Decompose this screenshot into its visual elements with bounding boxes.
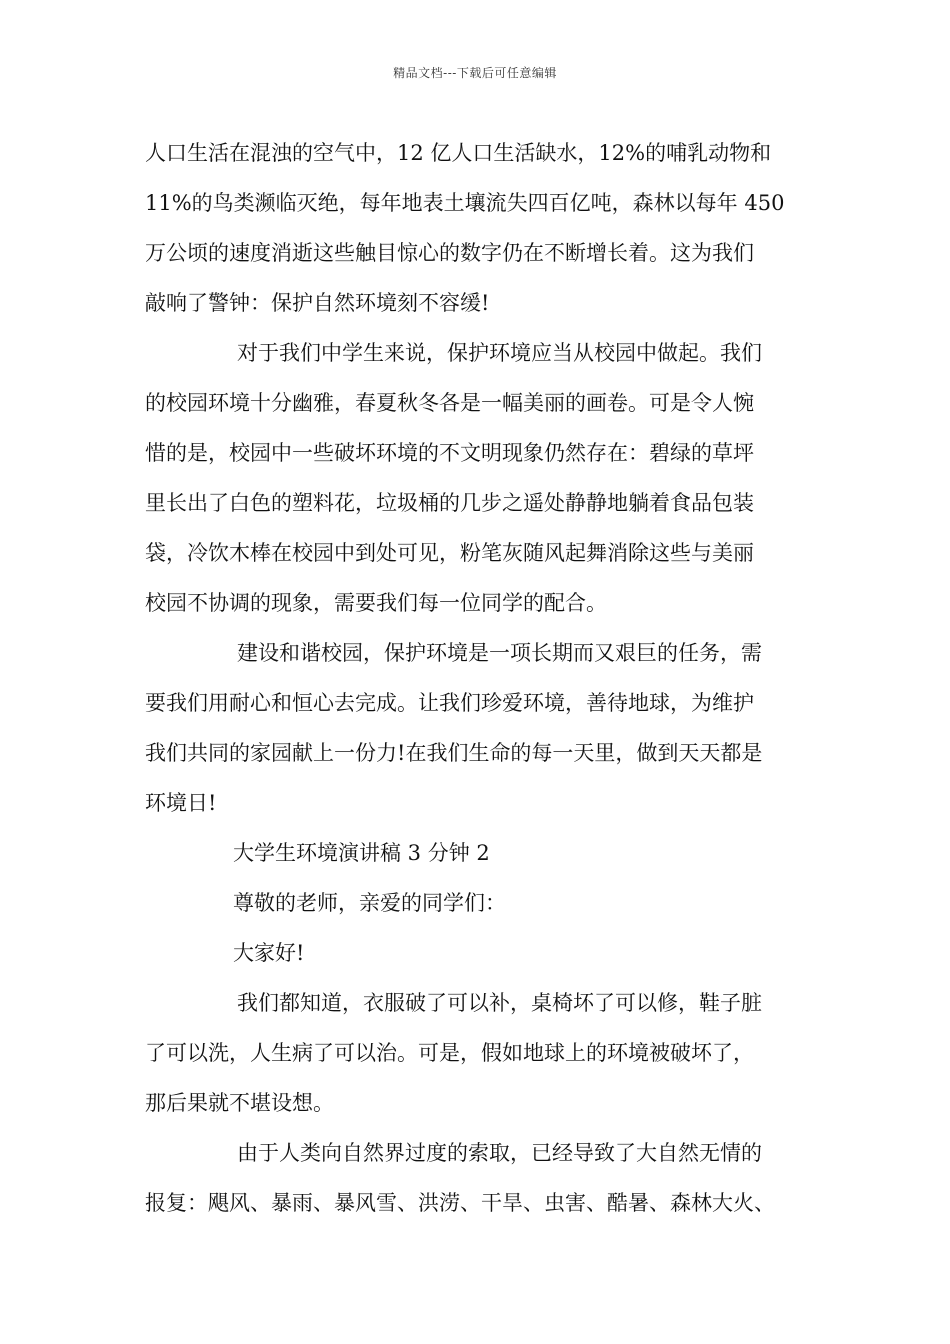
text-line: 校园不协调的现象，需要我们每一位同学的配合。 xyxy=(145,591,607,615)
text-line: 那后果就不堪设想。 xyxy=(145,1091,334,1115)
paragraph-first-line: 我们都知道，衣服破了可以补，桌椅坏了可以修，鞋子脏 xyxy=(237,991,762,1015)
text-line: 人口生活在混浊的空气中，12 亿人口生活缺水，12%的哺乳动物和 xyxy=(145,141,772,165)
text-line: 环境日! xyxy=(145,791,217,815)
text-line: 要我们用耐心和恒心去完成。让我们珍爱环境，善待地球，为维护 xyxy=(145,691,754,715)
section-heading: 大学生环境演讲稿 3 分钟 2 xyxy=(233,841,490,865)
text-line: 了可以洗，人生病了可以治。可是，假如地球上的环境被破坏了， xyxy=(145,1041,754,1065)
paragraph-first-line: 由于人类向自然界过度的索取，已经导致了大自然无情的 xyxy=(237,1141,762,1165)
text-line: 的校园环境十分幽雅，春夏秋冬各是一幅美丽的画卷。可是令人惋 xyxy=(145,391,754,415)
page-header: 精品文档---下载后可任意编辑 xyxy=(393,66,557,80)
greeting: 大家好! xyxy=(233,941,305,965)
text-line: 敲响了警钟：保护自然环境刻不容缓! xyxy=(145,291,490,315)
text-line: 11%的鸟类濒临灭绝，每年地表土壤流失四百亿吨，森林以每年 450 xyxy=(145,191,785,215)
text-line: 里长出了白色的塑料花，垃圾桶的几步之遥处静静地躺着食品包装 xyxy=(145,491,754,515)
salutation: 尊敬的老师，亲爱的同学们： xyxy=(233,891,506,915)
text-line: 袋，冷饮木棒在校园中到处可见，粉笔灰随风起舞消除这些与美丽 xyxy=(145,541,754,565)
text-line: 惜的是，校园中一些破坏环境的不文明现象仍然存在：碧绿的草坪 xyxy=(145,441,754,465)
paragraph-first-line: 对于我们中学生来说，保护环境应当从校园中做起。我们 xyxy=(237,341,762,365)
text-line: 报复：飓风、暴雨、暴风雪、洪涝、干旱、虫害、酷暑、森林大火、 xyxy=(145,1191,775,1215)
text-line: 我们共同的家园献上一份力!在我们生命的每一天里，做到天天都是 xyxy=(145,741,763,765)
paragraph-first-line: 建设和谐校园，保护环境是一项长期而又艰巨的任务，需 xyxy=(237,641,762,665)
document-body xyxy=(145,128,817,1228)
text-line: 万公顷的速度消逝这些触目惊心的数字仍在不断增长着。这为我们 xyxy=(145,241,754,265)
